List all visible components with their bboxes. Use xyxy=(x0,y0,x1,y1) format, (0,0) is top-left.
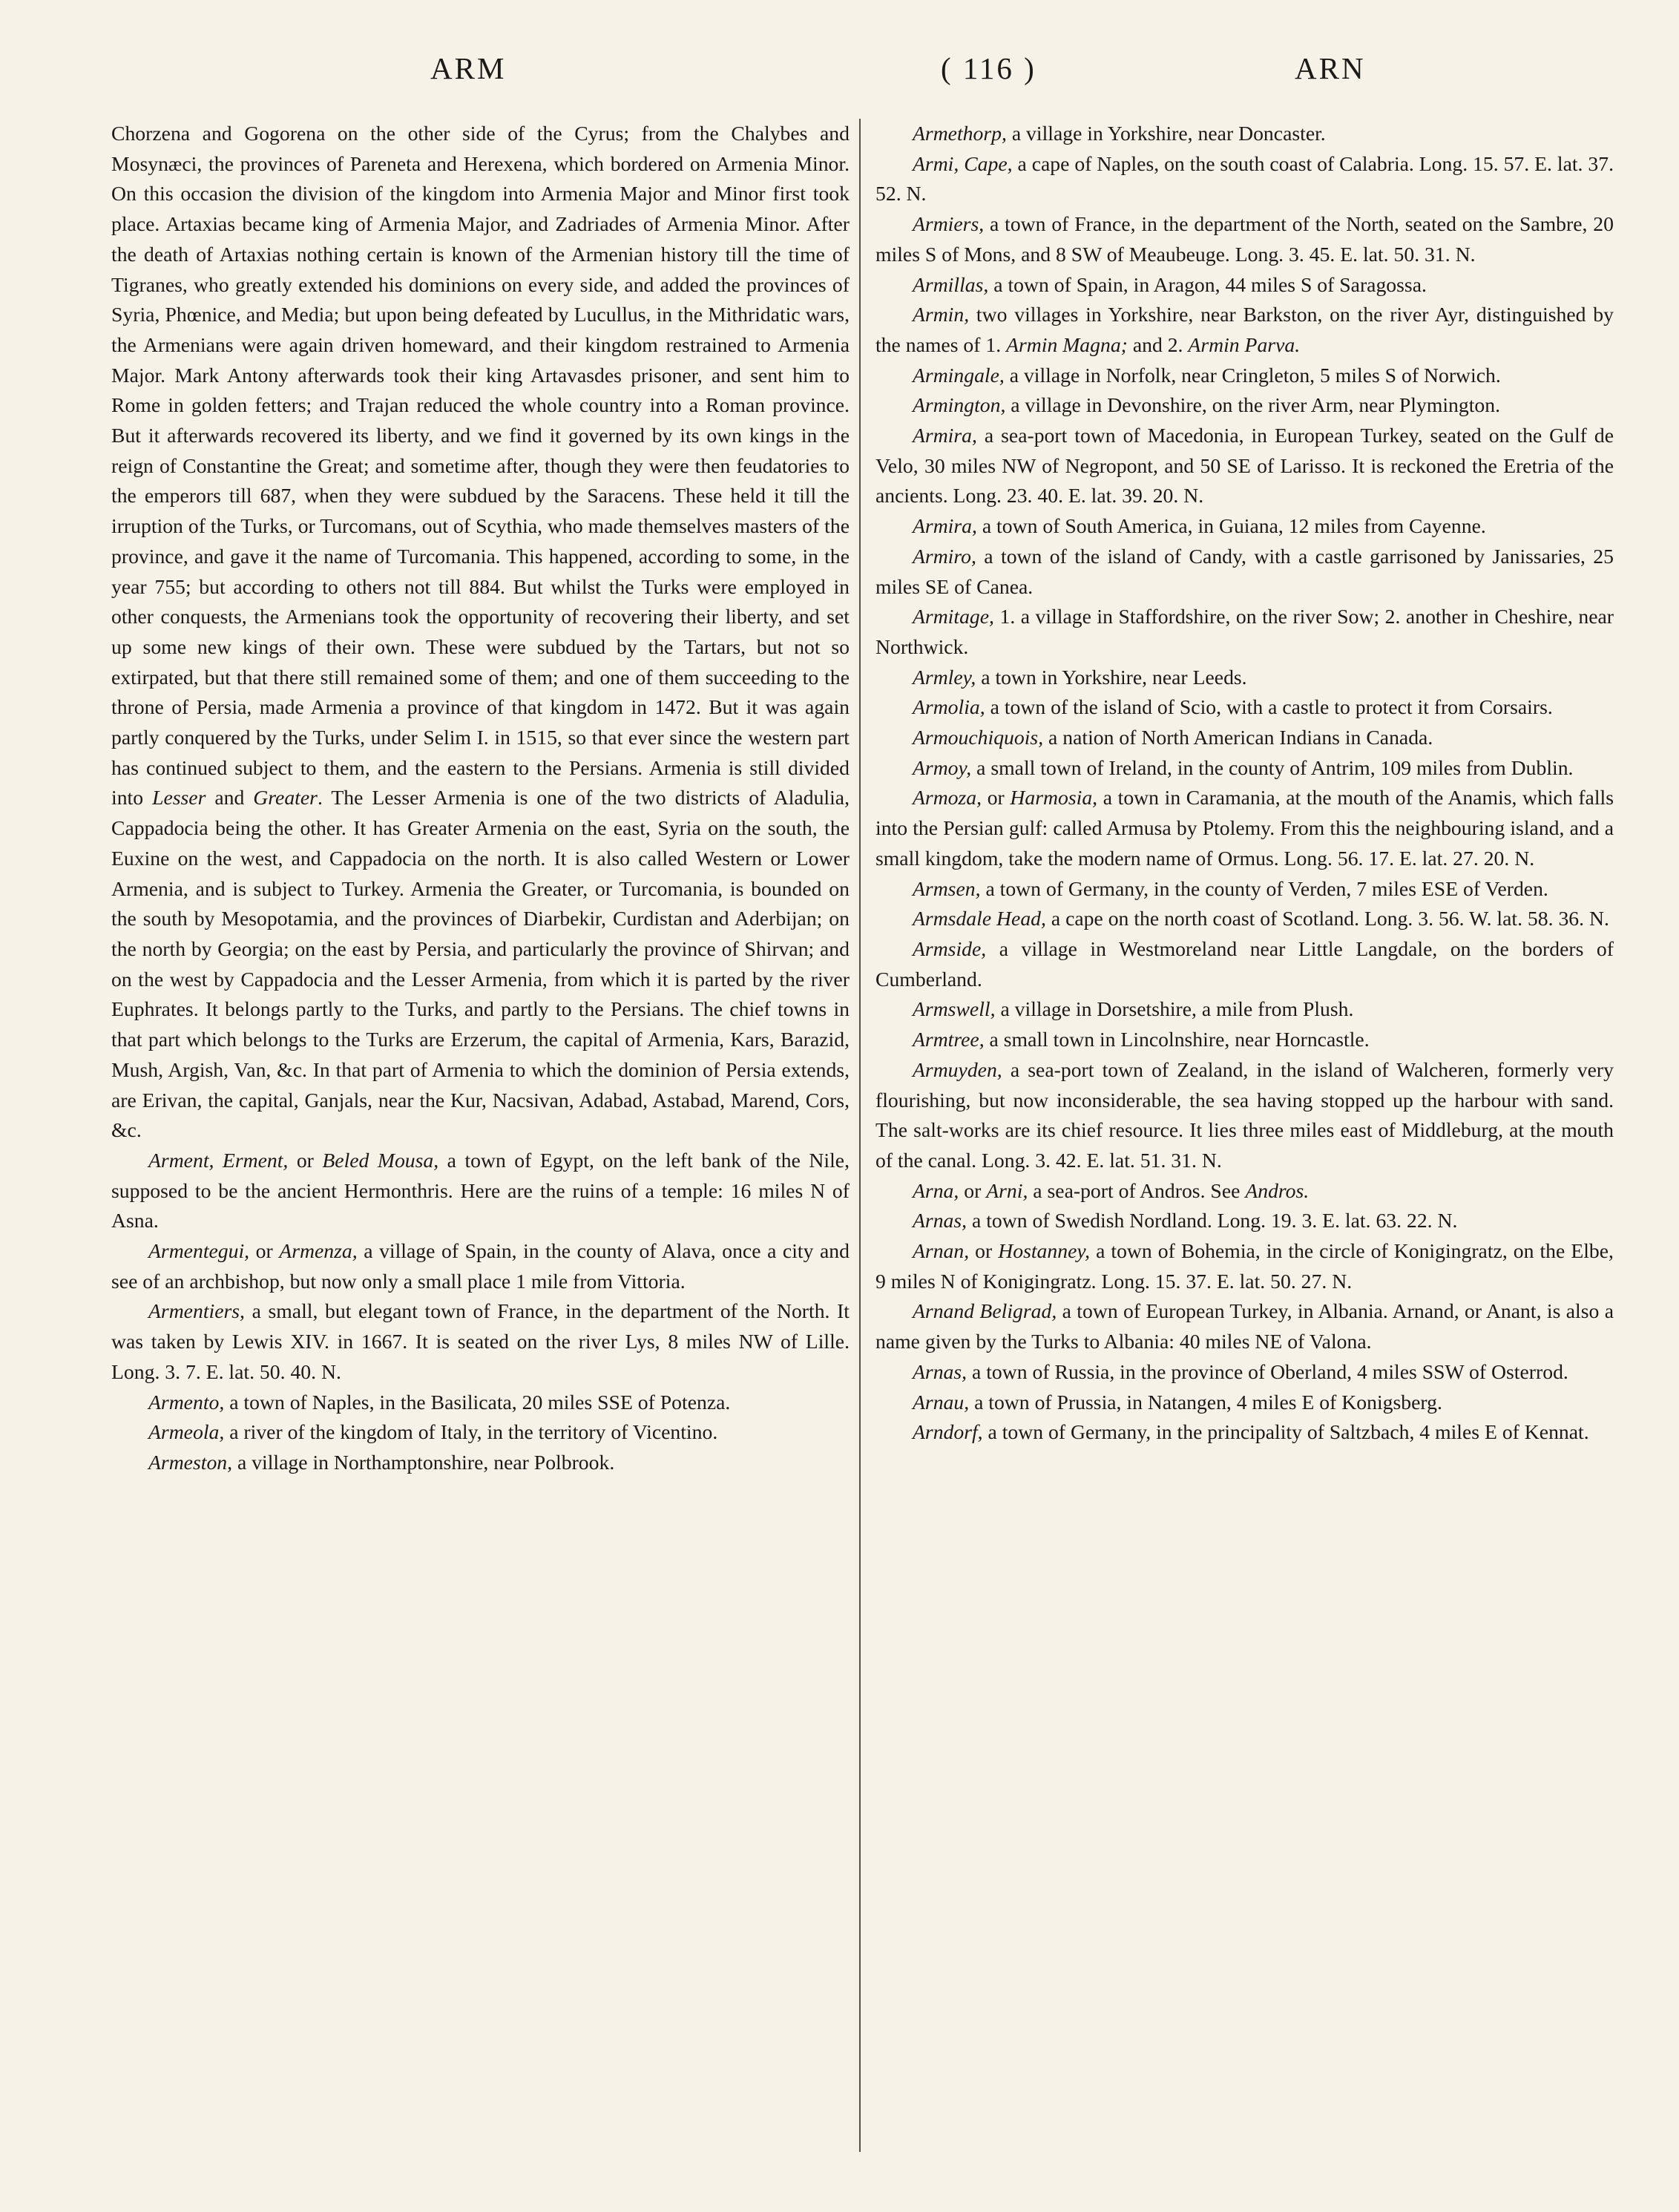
entry-armswell: Armswell, a village in Dorsetshire, a mile from Plush. xyxy=(913,997,1354,1021)
entry-armentiers: Armentiers, a small, but elegant town of France, in the department of the North. It was taken by Lewis XIV. in 1667. It is seated on the river Lys, 8 miles NW of Lille. Long. 3. 7. E. lat. 50. 40. N. xyxy=(111,1299,850,1383)
entry-armoy: Armoy, a small town of Ireland, in the county of Antrim, 109 miles from Dublin. xyxy=(913,755,1574,779)
headword: Armin, xyxy=(913,303,970,326)
headword: Armira, xyxy=(913,514,977,538)
headword: Armentegui, xyxy=(148,1239,250,1263)
headword: Armiers, xyxy=(913,212,985,236)
entry-armeston: Armeston, a village in Northamptonshire, near Polbrook. xyxy=(148,1450,615,1474)
headword: Arna, xyxy=(913,1178,959,1202)
entry-arnas-nordland: Arnas, a town of Swedish Nordland. Long. 19. 3. E. lat. 63. 22. N. xyxy=(913,1209,1458,1233)
armenia-continued-entry: Chorzena and Gogorena on the other side of the Cyrus; from the Chalybes and Mosynæci, the provinces of Pareneta and Herexena, which bordered on Armenia Minor. On this occasion the division of the kingdom into Armenia Major and Minor first took place. Artaxias became king of Armenia Major, and Zadriades of Armenia Minor. After the death of Artaxias nothing certain is known of the Armenian history till the time of Tigranes, who greatly extended his dominions on every side, and added the provinces of Syria, Phœnice, and Media; but upon being defeated by Lucullus, in the Mithridatic wars, the Armenians were again driven homeward, and their kingdom restrained to Armenia Major. Mark Antony afterwards took their king Artavasdes prisoner, and sent him to Rome in golden fetters; and Trajan reduced the whole country into a Roman province. But it afterwards recovered its liberty, and we find it governed by its own kings in the reign of Constantine the Great; and sometime after, though they were then feudatories to the emperors till 687, when they were subdued by the Saracens. These held it till the irruption of the Turks, or Turcomans, out of Scythia, who made themselves masters of the province, and gave it the name of Turcomania. This happened, according to some, in the year 755; but according to others not till 884. But whilst the Turks were employed in other conquests, the Armenians took the opportunity of recovering their liberty, and set up some new kings of their own. These were subdued by the Tartars, but not so extirpated, but that there still remained some of them; and one of them succeeding to the throne of Persia, made Armenia a province of that kingdom in 1472. But it was again partly conquered by the Turks, under Selim I. in 1515, so that ever since the western part has continued subject to them, and the eastern to the Persians. Armenia is still divided into Lesser and Greater. The Lesser Armenia is one of the two districts of Aladulia, Cappadocia being the other. It has Greater Armenia on the east, Syria on the south, the Euxine on the west, and Cappadocia on the north. It is also called Western or Lower Armenia, and is subject to Turkey. Armenia the Greater, or Turcomania, is bounded on the south by Mesopotamia, and the provinces of Diarbekir, Curdistan and Aderbijan; on the north by Georgia; on the east by Persia, and particularly the province of Shirvan; and on the west by Cappadocia and the Lesser Armenia, from which it is parted by the river Euphrates. It belongs partly to the Turks, and partly to the Persians. The chief towns in that part which belongs to the Turks are Erzerum, the capital of Armenia, Kars, Barazid, Mush, Argish, Van, &c. In that part of Armenia to which the dominion of Persia extends, are Erivan, the capital, Ganjals, near the Kur, Nacsivan, Adabad, Astabad, Marend, Cors, &c. xyxy=(111,122,850,1142)
entry-armethorp: Armethorp, a village in Yorkshire, near Doncaster. xyxy=(913,122,1326,145)
headword: Arnau, xyxy=(913,1390,970,1414)
entry-armsdale-head: Armsdale Head, a cape on the north coast of Scotland. Long. 3. 56. W. lat. 58. 36. N. xyxy=(913,907,1609,931)
headword: Armentiers, xyxy=(148,1299,245,1323)
headword: Armtree, xyxy=(913,1028,985,1051)
headword: Armley, xyxy=(913,665,976,689)
entry-armsen: Armsen, a town of Germany, in the county of Verden, 7 miles ESE of Verden. xyxy=(913,876,1548,900)
column-divider xyxy=(859,119,861,2152)
headword: Armington, xyxy=(913,393,1006,417)
entry-arna: Arna, or Arni, a sea-port of Andros. See Andros. xyxy=(913,1178,1310,1202)
entry-arnand-beligrad: Arnand Beligrad, a town of European Turkey, in Albania. Arnand, or Anant, is also a name given by the Turks to Albania: 40 miles NE of Valona. xyxy=(875,1299,1614,1353)
entry-arment: Arment, Erment, or Beled Mousa, a town of Egypt, on the left bank of the Nile, supposed to be the ancient Hermonthris. Here are the ruins of a temple: 16 miles N of Asna. xyxy=(111,1148,850,1233)
page-header xyxy=(111,50,1565,102)
headword: Arnand Beligrad, xyxy=(913,1299,1057,1323)
headword-alt: Arni, xyxy=(986,1178,1028,1202)
entry-armingale: Armingale, a village in Norfolk, near Cringleton, 5 miles S of Norwich. xyxy=(913,363,1501,387)
entry-armuyden: Armuyden, a sea-port town of Zealand, in the island of Walcheren, formerly very flourishing, but now inconsiderable, the sea having stopped up the harbour with sand. The salt-works are its chief resource. It lies three miles east of Middleburg, at the mouth of the canal. Long. 3. 42. E. lat. 51. 31. N. xyxy=(875,1057,1614,1172)
headword: Armoza, xyxy=(913,786,982,810)
headword-alt: Hostanney, xyxy=(998,1239,1091,1263)
entry-armento: Armento, a town of Naples, in the Basilicata, 20 miles SSE of Potenza. xyxy=(148,1390,731,1414)
entry-armtree: Armtree, a small town in Lincolnshire, near Horncastle. xyxy=(913,1028,1370,1051)
entry-armiro: Armiro, a town of the island of Candy, with a castle garrisoned by Janissaries, 25 miles SE of Canea. xyxy=(875,544,1614,598)
headword-alt: Harmosia, xyxy=(1010,786,1098,810)
headword: Armethorp, xyxy=(913,122,1007,145)
headword: Armside, xyxy=(913,936,987,960)
entry-armley: Armley, a town in Yorkshire, near Leeds. xyxy=(913,665,1247,689)
headword: Arndorf, xyxy=(913,1420,983,1444)
headword: Arment, Erment, xyxy=(148,1148,289,1172)
entry-armentegui: Armentegui, or Armenza, a village of Spain, in the county of Alava, once a city and see of an archbishop, but now only a small place 1 mile from Vittoria. xyxy=(111,1239,850,1293)
entry-armeola: Armeola, a river of the kingdom of Italy, in the territory of Vicentino. xyxy=(148,1420,718,1444)
right-column xyxy=(875,119,1614,1448)
headword: Armingale, xyxy=(913,363,1005,387)
entry-armira-guiana: Armira, a town of South America, in Guiana, 12 miles from Cayenne. xyxy=(913,514,1486,538)
headword: Armiro, xyxy=(913,544,976,568)
headword: Armsen, xyxy=(913,876,981,900)
entry-armillas: Armillas, a town of Spain, in Aragon, 44 miles S of Saragossa. xyxy=(913,272,1427,296)
entry-armouchiquois: Armouchiquois, a nation of North American Indians in Canada. xyxy=(913,726,1433,749)
entry-armiers: Armiers, a town of France, in the department of the North, seated on the Sambre, 20 miles S of Mons, and 8 SW of Meaubeuge. Long. 3. 45. E. lat. 50. 31. N. xyxy=(875,212,1614,266)
headword: Armswell, xyxy=(913,997,996,1021)
entry-arndorf: Arndorf, a town of Germany, in the principality of Saltzbach, 4 miles E of Kennat. xyxy=(913,1420,1589,1444)
headword: Armento, xyxy=(148,1390,225,1414)
entry-armoza: Armoza, or Harmosia, a town in Caramania, at the mouth of the Anamis, which falls into the Persian gulf: called Armusa by Ptolemy. From this the neighbouring island, and a small kingdom, take the modern name of Ormus. Long. 56. 17. E. lat. 27. 20. N. xyxy=(875,786,1614,870)
headword: Armeston, xyxy=(148,1450,233,1474)
header-right-catchword: ARN xyxy=(1295,51,1366,85)
headword: Armi, Cape, xyxy=(913,151,1013,175)
header-left-catchword: ARM xyxy=(430,51,507,85)
headword: Arnan, xyxy=(913,1239,970,1263)
left-column xyxy=(111,119,850,1478)
entry-arnas-russia: Arnas, a town of Russia, in the province of Oberland, 4 miles SSW of Osterrod. xyxy=(913,1359,1568,1383)
headword-alt: Beled Mousa, xyxy=(322,1148,439,1172)
entry-arnan: Arnan, or Hostanney, a town of Bohemia, in the circle of Konigingratz, on the Elbe, 9 miles N of Konigingratz. Long. 15. 37. E. lat. 50. 27. N. xyxy=(875,1239,1614,1293)
entry-armira-macedonia: Armira, a sea-port town of Macedonia, in European Turkey, seated on the Gulf de Velo, 30 miles NW of Negropont, and 50 SE of Larisso. It is reckoned the Eretria of the ancients. Long. 23. 40. E. lat. 39. 20. N. xyxy=(875,424,1614,508)
entry-arnau: Arnau, a town of Prussia, in Natangen, 4 miles E of Konigsberg. xyxy=(913,1390,1442,1414)
headword: Armira, xyxy=(913,424,977,447)
headword: Armeola, xyxy=(148,1420,225,1444)
page-number: ( 116 ) xyxy=(941,51,1036,85)
entry-armin: Armin, two villages in Yorkshire, near Barkston, on the river Ayr, distinguished by the names of 1. Armin Magna; and 2. Armin Parva. xyxy=(875,303,1614,356)
headword: Armoy, xyxy=(913,755,972,779)
headword-alt: Armenza, xyxy=(279,1239,358,1263)
entry-armitage: Armitage, 1. a village in Staffordshire, on the river Sow; 2. another in Cheshire, near Northwick. xyxy=(875,605,1614,658)
headword: Arnas, xyxy=(913,1359,967,1383)
headword: Armuyden, xyxy=(913,1057,1002,1081)
headword: Armsdale Head, xyxy=(913,907,1046,931)
headword: Armitage, xyxy=(913,605,994,629)
headword: Armouchiquois, xyxy=(913,726,1044,749)
entry-armi-cape: Armi, Cape, a cape of Naples, on the south coast of Calabria. Long. 15. 57. E. lat. 37. 52. N. xyxy=(875,151,1614,206)
headword: Arnas, xyxy=(913,1209,967,1233)
entry-armside: Armside, a village in Westmoreland near Little Langdale, on the borders of Cumberland. xyxy=(875,936,1614,991)
headword: Armolia, xyxy=(913,695,985,719)
entry-armolia: Armolia, a town of the island of Scio, with a castle to protect it from Corsairs. xyxy=(913,695,1553,719)
entry-armington: Armington, a village in Devonshire, on the river Arm, near Plymington. xyxy=(913,393,1501,417)
headword: Armillas, xyxy=(913,272,989,296)
cross-reference: Andros. xyxy=(1245,1178,1310,1202)
